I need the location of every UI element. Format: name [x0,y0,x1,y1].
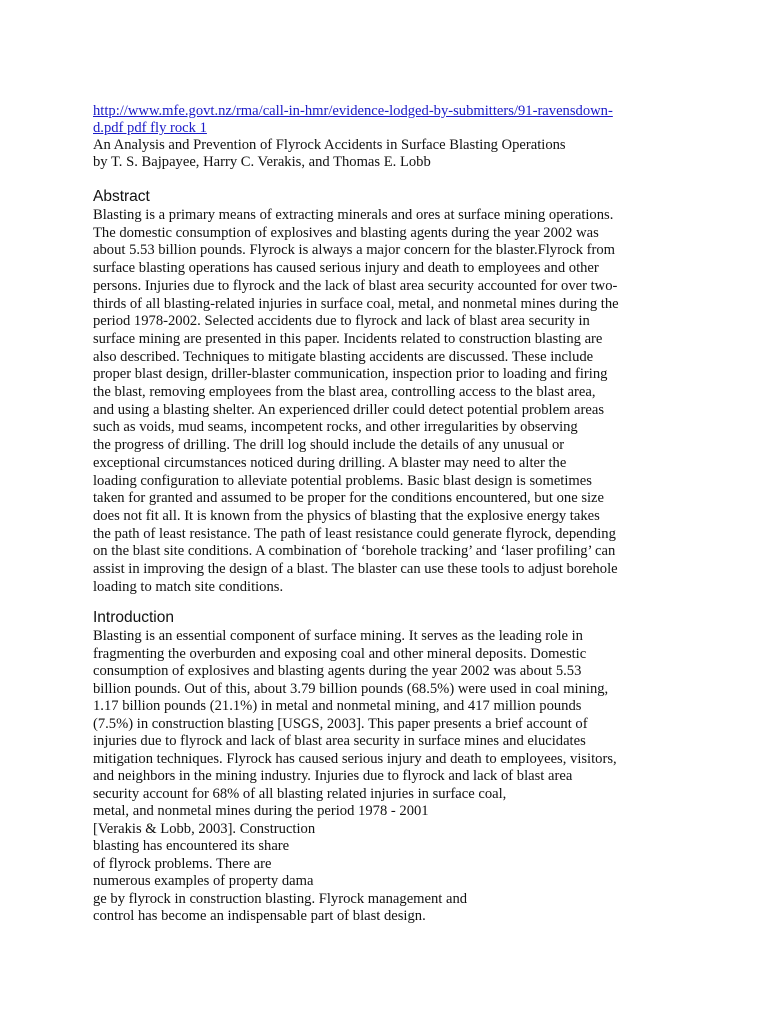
abstract-heading: Abstract [93,188,150,205]
introduction-line: injuries due to flyrock and lack of blast area security in surface mines and elucidates [93,733,586,749]
introduction-line: mitigation techniques. Flyrock has caused serious injury and death to employees, visitors, [93,750,617,767]
abstract-line: assist in improving the design of a blast. The blaster can use these tools to adjust borehole [93,561,618,577]
abstract-line: surface blasting operations has caused serious injury and death to employees and other [93,260,599,277]
abstract-line: Blasting is a primary means of extracting minerals and ores at surface mining operations. [93,207,614,223]
introduction-line: billion pounds. Out of this, about 3.79 billion pounds (68.5%) were used in coal mining, [93,680,609,697]
abstract-line: about 5.53 billion pounds. Flyrock is always a major concern for the blaster.Flyrock from [93,242,616,259]
abstract-line: proper blast design, driller-blaster communication, inspection prior to loading and firing [93,366,608,383]
introduction-line: fragmenting the overburden and exposing coal and other mineral deposits. Domestic [93,645,587,662]
introduction-line: (7.5%) in construction blasting [USGS, 2003]. This paper presents a brief account of [93,715,588,732]
introduction-heading: Introduction [93,609,174,626]
abstract-line: the path of least resistance. The path of least resistance could generate flyrock, depending [93,525,616,542]
source-link[interactable]: http://www.mfe.govt.nz/rma/call-in-hmr/evidence-lodged-by-submitters/91-ravensdown- [93,103,613,119]
introduction-line: security account for 68% of all blasting related injuries in surface coal, [93,785,507,802]
introduction-line: control has become an indispensable part of blast design. [93,908,426,924]
abstract-line: exceptional circumstances noticed during drilling. A blaster may need to alter the [93,454,567,471]
introduction-line: numerous examples of property dama [93,873,314,889]
source-link-continuation[interactable]: d.pdf pdf fly rock 1 [93,120,207,136]
abstract-line: The domestic consumption of explosives and blasting agents during the year 2002 was [93,224,599,241]
abstract-line: the blast, removing employees from the blast area, controlling access to the blast area, [93,384,596,400]
introduction-line: consumption of explosives and blasting agents during the year 2002 was about 5.53 [93,663,582,679]
abstract-line: the progress of drilling. The drill log should include the details of any unusual or [93,437,565,454]
introduction-line: of flyrock problems. There are [93,855,272,872]
introduction-line: Blasting is an essential component of surface mining. It serves as the leading role in [93,628,583,644]
abstract-line: such as voids, mud seams, incompetent rocks, and other irregularities by observing [93,419,578,436]
abstract-line: thirds of all blasting-related injuries in surface coal, metal, and nonmetal mines during the [93,295,619,312]
introduction-line: ge by flyrock in construction blasting. Flyrock management and [93,890,468,907]
introduction-line: [Verakis & Lobb, 2003]. Construction [93,820,316,837]
abstract-line: on the blast site conditions. A combination of ‘borehole tracking’ and ‘laser profiling’ can [93,543,616,560]
abstract-line: period 1978-2002. Selected accidents due to flyrock and lack of blast area security in [93,313,590,330]
introduction-line: 1.17 billion pounds (21.1%) in metal and nonmetal mining, and 417 million pounds [93,698,582,714]
abstract-line: also described. Techniques to mitigate blasting accidents are discussed. These include [93,348,594,365]
abstract-line: loading configuration to alleviate potential problems. Basic blast design is sometimes [93,472,592,489]
abstract-line: persons. Injuries due to flyrock and the lack of blast area security accounted for over two- [93,277,618,294]
abstract-line: loading to match site conditions. [93,578,284,595]
abstract-line: surface mining are presented in this paper. Incidents related to construction blasting are [93,330,603,347]
paper-title: An Analysis and Prevention of Flyrock Accidents in Surface Blasting Operations [93,137,566,153]
introduction-line: blasting has encountered its share [93,838,290,854]
abstract-line: and using a blasting shelter. An experienced driller could detect potential problem areas [93,401,605,418]
paper-authors: by T. S. Bajpayee, Harry C. Verakis, and Thomas E. Lobb [93,154,431,170]
introduction-line: and neighbors in the mining industry. Injuries due to flyrock and lack of blast area [93,768,573,784]
abstract-line: does not fit all. It is known from the physics of blasting that the explosive energy takes [93,507,600,524]
introduction-line: metal, and nonmetal mines during the period 1978 - 2001 [93,803,429,819]
abstract-line: taken for granted and assumed to be proper for the conditions encountered, but one size [93,490,605,507]
